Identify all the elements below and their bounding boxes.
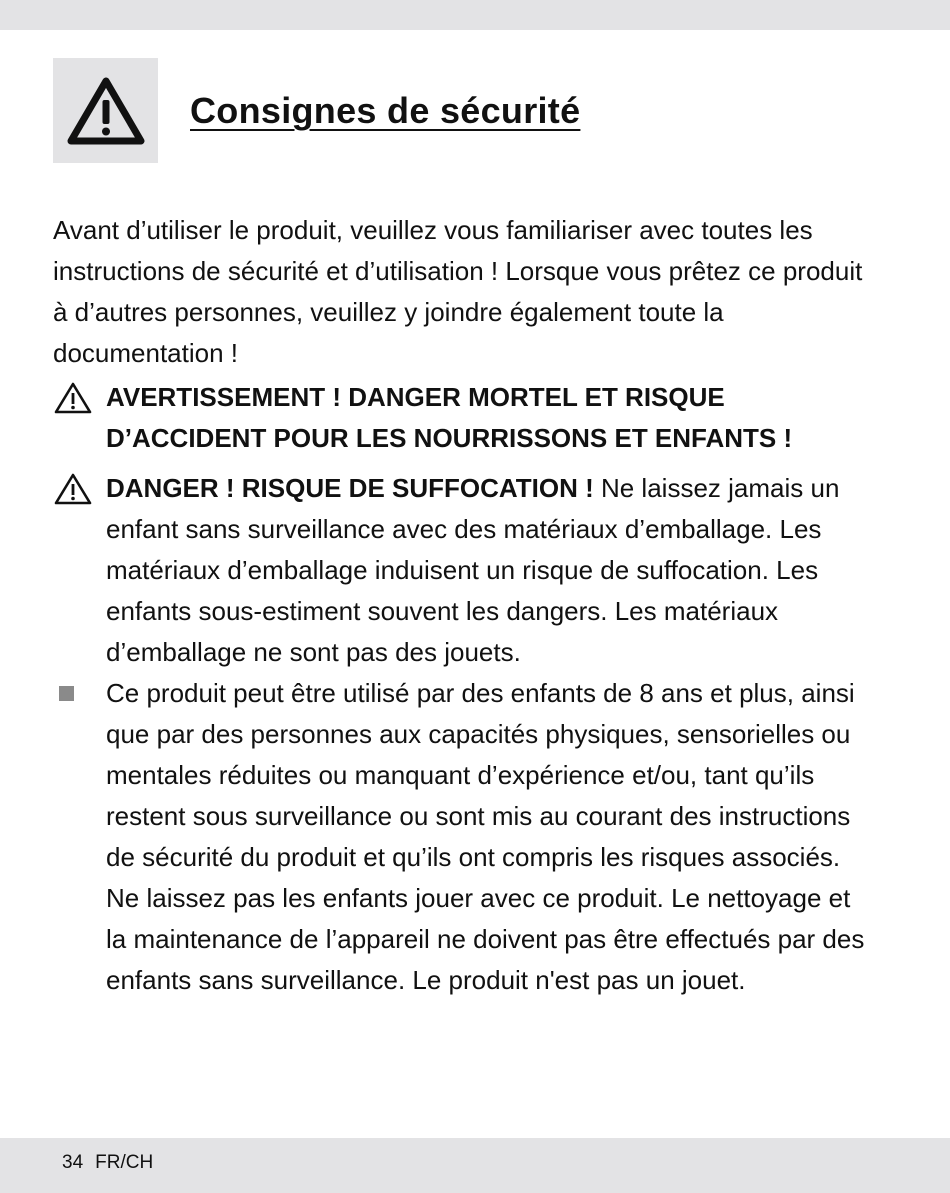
heading-icon-box bbox=[53, 58, 158, 163]
warning-triangle-icon bbox=[53, 472, 93, 506]
footer-locale: FR/CH bbox=[95, 1152, 154, 1173]
footer bbox=[62, 1152, 165, 1174]
warning-suffocation-bold: DANGER ! RISQUE DE SUFFOCATION ! bbox=[106, 473, 594, 503]
bullet-square-icon bbox=[59, 686, 74, 701]
warning-triangle-icon bbox=[53, 381, 93, 415]
page-number: 34 bbox=[62, 1152, 84, 1173]
top-band bbox=[0, 0, 950, 30]
warning-suffocation bbox=[53, 468, 873, 673]
warning-triangle-icon bbox=[67, 76, 145, 146]
intro-paragraph: Avant d’utiliser le produit, veuillez vous familiariser avec toutes les instructions de sécurité et d’utilisation ! Lorsque vous prêtez ce produit à d’autres personnes, veuillez y joindre également toute la documentation ! bbox=[53, 215, 863, 368]
safety-content bbox=[53, 210, 873, 1001]
page-title: Consignes de sécurité bbox=[190, 90, 581, 131]
list-item bbox=[53, 673, 873, 1001]
bullet-text: Ce produit peut être utilisé par des enfants de 8 ans et plus, ainsi que par des personnes aux capacités physiques, sensorielles ou mentales réduites ou manquant d’expérience et/ou, tant qu’ils restent sous surveillance ou sont mis au courant des instructions de sécurité du produit et qu’ils ont compris les risques associés. Ne laissez pas les enfants jouer avec ce produit. Le nettoyage et la maintenance de l’appareil ne doivent pas être effectués par des enfants sans surveillance. Le produit n'est pas un jouet. bbox=[106, 678, 865, 995]
warning-infants bbox=[53, 377, 873, 459]
warning-infants-bold: AVERTISSEMENT ! DANGER MORTEL ET RISQUE D’ACCIDENT POUR LES NOURRISSONS ET ENFANTS ! bbox=[106, 382, 793, 453]
warning-suffocation-text: Ne laissez jamais un enfant sans surveillance avec des matériaux d’emballage. Les matériaux d’emballage induisent un risque de suffocation. Les enfants sous-estiment souvent les dangers. Les matériaux d’emballage ne sont pas des jouets. bbox=[106, 473, 840, 667]
